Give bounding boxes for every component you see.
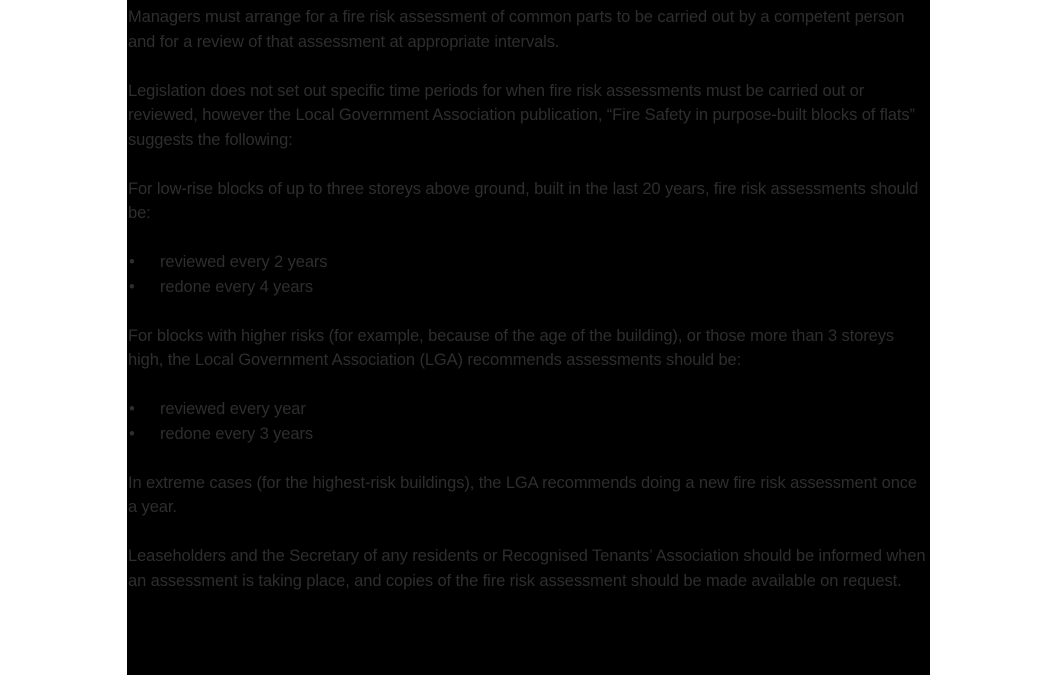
list-item: [128, 275, 928, 300]
list-item-text: redone every 3 years: [160, 424, 314, 443]
list-item-text: reviewed every 2 years: [160, 253, 328, 271]
higher-risk-list: [128, 397, 928, 446]
list-item: [128, 422, 928, 447]
list-item: [128, 250, 928, 275]
leaseholders-paragraph: Leaseholders and the Secretary of any residents or Recognised Tenants’ Association should be informed when an assessment is taking place, and copies of the fire risk assessment should be made available on request.: [128, 547, 926, 590]
bullet-icon: •: [129, 400, 135, 418]
document-panel: [127, 0, 930, 675]
intro-paragraph: Managers must arrange for a fire risk assessment of common parts to be carried out by a competent person and for a review of that assessment at appropriate intervals.: [128, 8, 905, 51]
extreme-cases-paragraph: In extreme cases (for the highest-risk buildings), the LGA recommends doing a new fire risk assessment once a year.: [128, 473, 917, 516]
list-item-text: redone every 4 years: [160, 277, 314, 296]
low-rise-list: [128, 250, 928, 299]
bullet-icon: •: [129, 424, 135, 443]
bullet-icon: •: [129, 253, 135, 271]
list-item: [128, 397, 928, 422]
list-item-text: reviewed every year: [160, 400, 306, 418]
higher-risk-paragraph: For blocks with higher risks (for example, because of the age of the building), or those more than 3 storeys high, the Local Government Association (LGA) recommends assessments should be:: [128, 326, 895, 369]
bullet-icon: •: [129, 277, 135, 296]
low-rise-paragraph: For low-rise blocks of up to three storeys above ground, built in the last 20 years, fire risk assessments should be:: [128, 179, 919, 222]
legislation-paragraph: Legislation does not set out specific time periods for when fire risk assessments must be carried out or reviewed, however the Local Government Association publication, “Fire Safety in purpose-built blocks of flats” suggests the following:: [128, 81, 915, 149]
document-body: [128, 5, 928, 618]
